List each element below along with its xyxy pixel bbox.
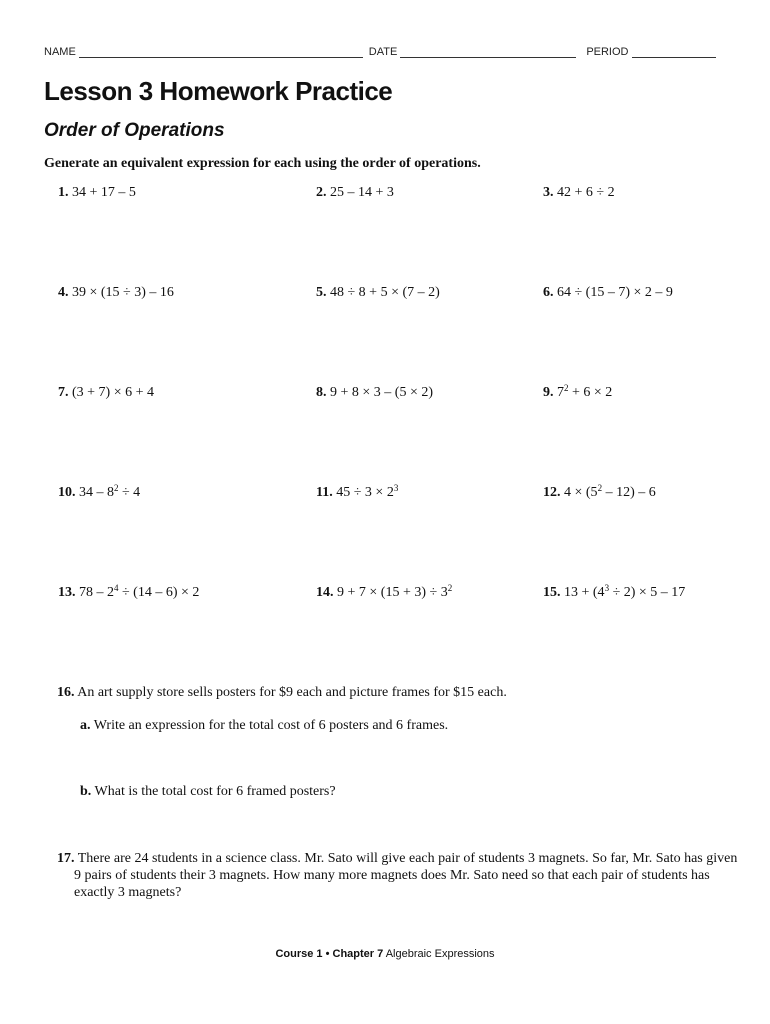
exponent: 2 [564,383,569,393]
problem-expression [337,585,452,600]
problem-9 [543,385,612,401]
subpart-letter: a. [80,718,91,733]
problem-8 [316,385,433,401]
problem-number: 1. [58,185,69,200]
period-field[interactable] [632,47,716,58]
problem-expression: 25 – 14 + 3 [330,185,394,200]
expr-part: 34 – 8 [79,485,114,500]
expr-part: 4 × (5 [564,485,598,500]
expr-part: 78 – 2 [79,585,114,600]
footer-chapter: Chapter 7 [332,948,384,960]
expr-part: ÷ 2) × 5 – 17 [609,585,686,600]
problem-expression: 48 ÷ 8 + 5 × (7 – 2) [330,285,440,300]
page-title: Lesson 3 Homework Practice [44,76,393,106]
problem-4 [58,285,174,301]
problem-number: 7. [58,385,69,400]
problem-number: 3. [543,185,554,200]
student-info-header [44,46,726,58]
problem-number: 13. [58,585,76,600]
expr-part: 45 ÷ 3 × 2 [336,485,394,500]
problem-number: 17. [57,851,75,866]
problem-expression: 9 + 8 × 3 – (5 × 2) [330,385,434,400]
subpart-text: Write an expression for the total cost of 6 posters and 6 frames. [93,718,449,733]
problem-text: An art supply store sells posters for $9 each and picture frames for $15 each. [77,685,507,700]
date-field[interactable] [400,47,576,58]
problem-number: 9. [543,385,554,400]
name-field[interactable] [79,47,363,58]
problem-number: 12. [543,485,561,500]
problem-number: 14. [316,585,334,600]
problem-number: 2. [316,185,327,200]
exponent: 2 [114,483,119,493]
problem-number: 5. [316,285,327,300]
problem-2 [316,185,394,201]
problem-expression [564,585,685,600]
expr-part: ÷ 4 [118,485,141,500]
problem-13 [58,585,199,601]
problem-15 [543,585,685,601]
exponent: 4 [114,583,119,593]
exponent: 2 [447,583,453,593]
problem-number: 4. [58,285,69,300]
subpart-text: What is the total cost for 6 framed posters? [94,784,336,799]
name-label: NAME [44,46,76,58]
expr-part: – 12) – 6 [602,485,656,500]
problem-expression [79,485,140,500]
problem-expression [79,585,199,600]
problem-number: 8. [316,385,327,400]
exponent: 3 [604,583,610,593]
footer-separator: • [322,948,333,960]
problem-expression [564,485,656,500]
page-footer [0,948,770,960]
period-label: PERIOD [586,46,629,58]
exponent: 3 [393,483,399,493]
problem-16b [80,784,336,800]
problem-expression: 39 × (15 ÷ 3) – 16 [72,285,174,300]
problem-number: 11. [316,485,333,500]
problem-expression [336,485,398,500]
problem-text: There are 24 students in a science class. Mr. Sato will give each pair of students 3 magnets. So far, Mr. Sato has given 9 pairs of students their 3 magnets. How many more magnets does Mr. Sato need so that each pair of students has exactly 3 magnets? [74,851,738,900]
instructions: Generate an equivalent expression for each using the order of operations. [44,156,481,171]
problem-10 [58,485,140,501]
subpart-letter: b. [80,784,92,799]
problem-11 [316,485,398,501]
expr-part: + 6 × 2 [568,385,613,400]
date-label: DATE [368,46,398,58]
page-subtitle: Order of Operations [44,120,225,141]
problem-expression [557,385,612,400]
problem-3 [543,185,615,201]
problem-expression: (3 + 7) × 6 + 4 [72,385,155,400]
footer-topic: Algebraic Expressions [383,948,495,960]
expr-part: 7 [557,385,564,400]
problem-16 [57,684,729,701]
problem-expression: 64 ÷ (15 – 7) × 2 – 9 [557,285,673,300]
problem-7 [58,385,154,401]
problem-number: 16. [57,685,75,700]
problem-1 [58,185,136,201]
expr-part: ÷ (14 – 6) × 2 [118,585,200,600]
expr-part: 13 + (4 [564,585,605,600]
exponent: 2 [597,483,603,493]
problem-5 [316,285,440,301]
problem-expression: 34 + 17 – 5 [72,185,136,200]
problem-6 [543,285,673,301]
problem-number: 6. [543,285,554,300]
problem-17 [57,850,742,901]
problem-12 [543,485,656,501]
problem-14 [316,585,452,601]
expr-part: 9 + 7 × (15 + 3) ÷ 3 [337,585,448,600]
footer-course: Course 1 [275,948,323,960]
problem-number: 15. [543,585,561,600]
problem-number: 10. [58,485,76,500]
problem-expression: 42 + 6 ÷ 2 [557,185,615,200]
problem-16a [80,718,448,734]
